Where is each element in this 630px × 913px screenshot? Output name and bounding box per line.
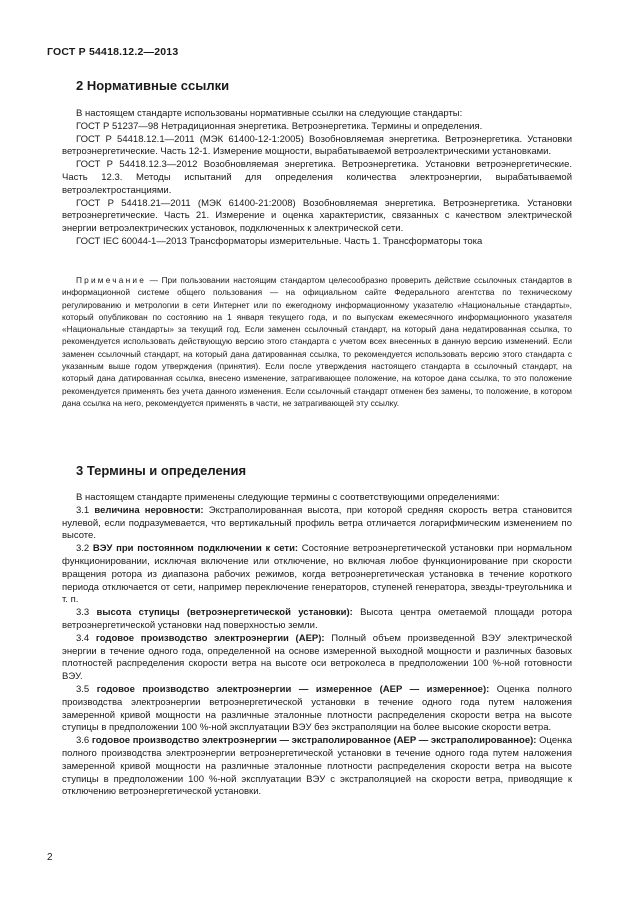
term-definition (62, 684, 572, 735)
section-2-note (62, 274, 572, 409)
term-text: Состояние ветроэнергетической установки при нормальном функционировании, исключая включение или отключение, но включая любое функционирование при скорости вращения ротора из диапазона рабочих режимов, когда ветроэнергетическая установка в течение короткого периода отключается от сети, например переключение генераторов, ступеней генератора, звезды-треугольника и т. п. (62, 543, 573, 606)
section-3-body (62, 492, 572, 799)
reference-item: ГОСТ Р 54418.12.3—2012 Возобновляемая энергетика. Ветроэнергетика. Установки ветроэнергетические. Часть 12.3. Методы испытаний для определения количества электроэнергии, вырабатываемой ветроэлектростанциями. (62, 159, 572, 196)
term-name: годовое производство электроэнергии (AEP): (95, 632, 325, 644)
term-definition (62, 735, 572, 799)
term-text: Оценка полного производства электроэнергии ветроэнергетической установки в течение одного года путем наложения замеренной кривой мощности на различные эталонные плотности распределения скорости ветра на высоте ступицы в предположении 100 %-ной эксплуатации ВЭУ с экстраполяцией на скорости ветра, приводящие к отключению ветроэнергетической установки. (62, 735, 573, 798)
page-number: 2 (47, 852, 53, 863)
note-text: — При пользовании настоящим стандартом целесообразно проверить действие ссылочных стандартов в информационной системе общего пользования — на официальном сайте Федерального агентства по техническому регулированию и метрологии в сети Интернет или по ежегодному информационному указателю «Национальные стандарты», который опубликован по состоянию на 1 января текущего года, и по выпускам ежемесячного информационного указателя «Национальные стандарты» за текущий год. Если заменен ссылочный стандарт, на который дана недатированная ссылка, то рекомендуется использовать действующую версию этого стандарта с учетом всех внесенных в данную версию изменений. Если заменен ссылочный стандарт, на который дана датированная ссылка, то рекомендуется использовать версию этого стандарта с указанным выше годом утверждения (принятия). Если после утверждения настоящего стандарта в ссылочный стандарт, на который дана датированная ссылка, внесено изменение, затрагивающее положение, на которое дана ссылка, то это положение рекомендуется применять без учета данного изменения. Если ссылочный стандарт отменен без замены, то положение, в котором дана ссылка на него, рекомендуется применять в части, не затрагивающей эту ссылку. (62, 275, 572, 408)
document-header: ГОСТ Р 54418.12.2—2013 (47, 46, 179, 58)
term-name: величина неровности: (94, 504, 204, 516)
term-number: 3.5 (76, 683, 90, 695)
term-text: Оценка полного производства электроэнергии ветроэнергетической установки в течение одного года путем наложения замеренной кривой мощности на различные эталонные плотности распределения скорости ветра на высоте ступицы в предположении 100 %-ной эксплуатации ВЭУ без экстраполяции на более высокие скорости ветра. (62, 683, 573, 734)
term-number: 3.4 (76, 632, 90, 644)
term-text: Полный объем произведенной ВЭУ электрической энергии в течение одного года, определенной на основе измеренной выходной мощности и различных базовых плотностей распределения скорости ветра на высоте оси ветроколеса в предположении 100 %-ной готовности ВЭУ. (62, 632, 573, 683)
note-label: Примечание (76, 275, 147, 285)
term-name: ВЭУ при постоянном подключении к сети: (92, 543, 299, 555)
section-2-body (62, 108, 572, 249)
term-number: 3.6 (76, 735, 90, 747)
term-definition (62, 633, 572, 684)
term-text: Высота центра ометаемой площади ротора ветроэнергетической установки над поверхностью земли. (62, 607, 572, 631)
term-definition (62, 505, 572, 543)
term-name: годовое производство электроэнергии — экстраполированное (AEP — экстраполированное): (91, 735, 537, 747)
reference-item: ГОСТ IEC 60044-1—2013 Трансформаторы измерительные. Часть 1. Трансформаторы тока (76, 235, 483, 247)
term-definition (62, 543, 572, 607)
reference-item: ГОСТ Р 51237—98 Нетрадиционная энергетика. Ветроэнергетика. Термины и определения. (76, 120, 483, 132)
section-3-intro: В настоящем стандарте применены следующие термины с соответствующими определениями: (76, 492, 500, 503)
term-name: высота ступицы (ветроэнергетической установки): (96, 607, 353, 619)
term-name: годовое производство электроэнергии — измеренное (AEP — измеренное): (96, 683, 490, 695)
term-text: Экстраполированная высота, при которой средняя скорость ветра становится нулевой, если подразумевается, что вертикальный профиль ветра отличается логарифмическим изменением по высоте. (62, 504, 573, 542)
section-3-title: 3 Термины и определения (76, 463, 247, 478)
section-2-title: 2 Нормативные ссылки (76, 78, 230, 93)
term-number: 3.3 (76, 607, 90, 619)
section-2-intro: В настоящем стандарте использованы нормативные ссылки на следующие стандарты: (76, 108, 463, 119)
term-number: 3.2 (76, 543, 90, 555)
reference-item: ГОСТ Р 54418.12.1—2011 (МЭК 61400-12-1:2005) Возобновляемая энергетика. Ветроэнергетика. Установки ветроэнергетические. Часть 12-1. Измерение мощности, вырабатываемой ветроэлектрическими установками. (62, 133, 572, 158)
term-definition (62, 607, 572, 633)
term-number: 3.1 (76, 504, 90, 516)
note-paragraph (62, 274, 572, 409)
reference-item: ГОСТ Р 54418.21—2011 (МЭК 61400-21:2008) Возобновляемая энергетика. Ветроэнергетика. Установки ветроэнергетические. Часть 21. Измерение и оценка характеристик, связанных с качеством электрической энергии ветроэлектрических установок, подключенных к электрической сети. (62, 197, 572, 235)
